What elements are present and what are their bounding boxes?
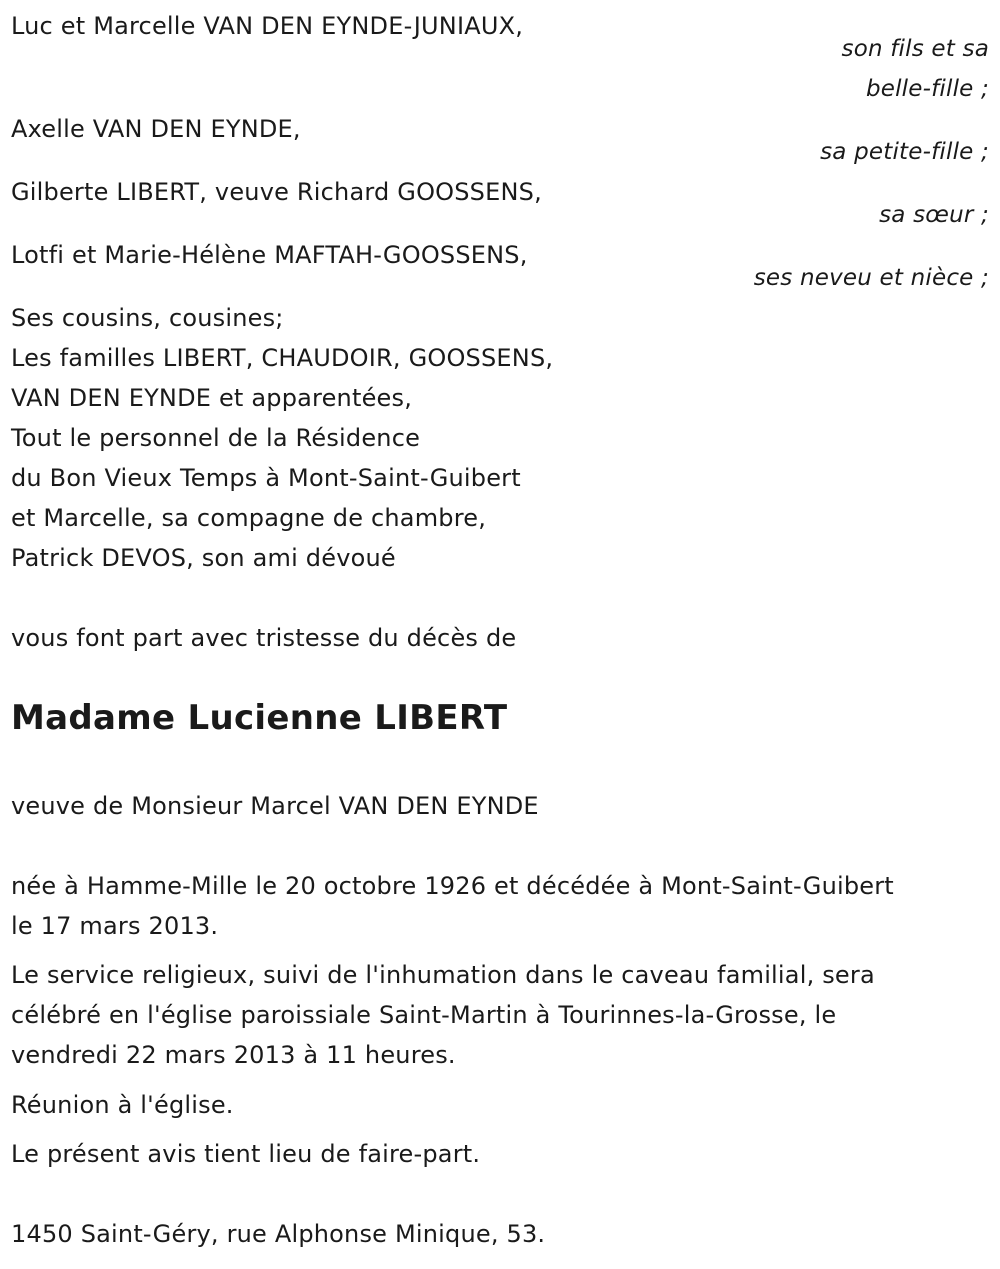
son-names: Luc et Marcelle VAN DEN EYNDE-JUNIAUX, xyxy=(11,12,524,40)
announcement: vous font part avec tristesse du décès de xyxy=(11,624,517,652)
sister-role: sa sœur ; xyxy=(879,202,989,228)
son-role-line1: son fils et sa xyxy=(841,36,989,62)
others-list xyxy=(11,298,553,578)
others-line: et Marcelle, sa compagne de chambre, xyxy=(11,504,487,532)
nephew-role: ses neveu et nièce ; xyxy=(753,265,989,291)
others-line: Tout le personnel de la Résidence xyxy=(11,424,421,452)
widow-of: veuve de Monsieur Marcel VAN DEN EYNDE xyxy=(11,792,539,820)
others-line: Ses cousins, cousines; xyxy=(11,304,284,332)
service-details xyxy=(11,955,875,1075)
deceased-name: Madame Lucienne LIBERT xyxy=(11,698,508,738)
granddaughter-name: Axelle VAN DEN EYNDE, xyxy=(11,115,301,143)
nephew-names: Lotfi et Marie-Hélène MAFTAH-GOOSSENS, xyxy=(11,241,528,269)
birth-death-line: le 17 mars 2013. xyxy=(11,912,219,940)
others-line: du Bon Vieux Temps à Mont-Saint-Guibert xyxy=(11,464,521,492)
others-line: Les familles LIBERT, CHAUDOIR, GOOSSENS, xyxy=(11,344,554,372)
service-line: Le service religieux, suivi de l'inhumation dans le caveau familial, sera xyxy=(11,961,875,989)
meeting-info: Réunion à l'église. xyxy=(11,1091,234,1119)
sister-name: Gilberte LIBERT, veuve Richard GOOSSENS, xyxy=(11,178,542,206)
service-line: célébré en l'église paroissiale Saint-Martin à Tourinnes-la-Grosse, le xyxy=(11,1001,837,1029)
granddaughter-role: sa petite-fille ; xyxy=(820,139,989,165)
service-line: vendredi 22 mars 2013 à 11 heures. xyxy=(11,1041,456,1069)
others-line: VAN DEN EYNDE et apparentées, xyxy=(11,384,413,412)
address: 1450 Saint-Géry, rue Alphonse Minique, 53. xyxy=(11,1220,546,1248)
notice-text: Le présent avis tient lieu de faire-part. xyxy=(11,1140,481,1168)
birth-death xyxy=(11,866,894,946)
son-role-line2: belle-fille ; xyxy=(865,76,989,102)
birth-death-line: née à Hamme-Mille le 20 octobre 1926 et décédée à Mont-Saint-Guibert xyxy=(11,872,894,900)
others-line: Patrick DEVOS, son ami dévoué xyxy=(11,544,396,572)
